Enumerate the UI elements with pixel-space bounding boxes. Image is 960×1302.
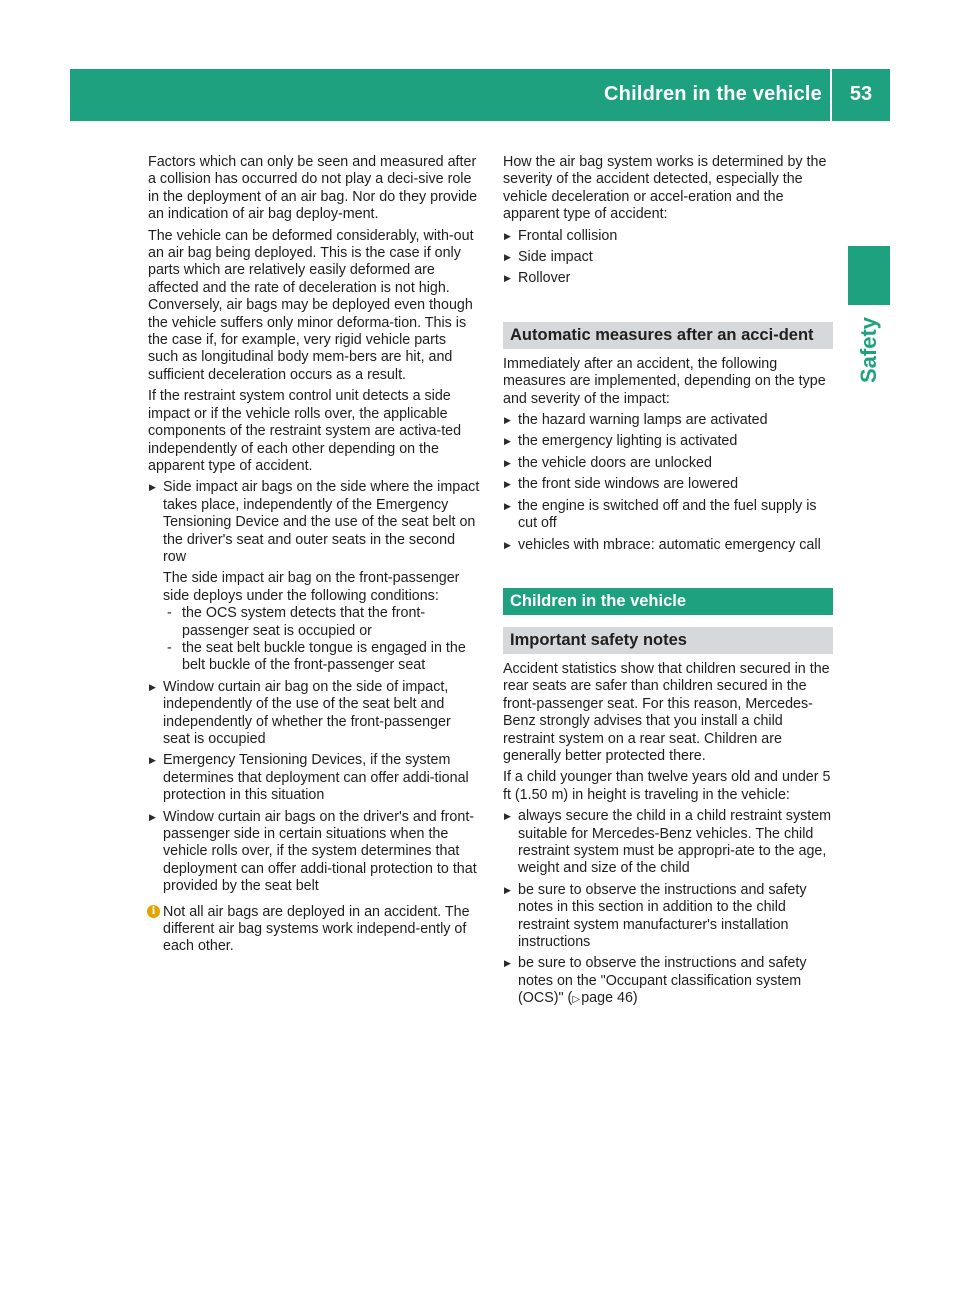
list-item-text: Side impact air bags on the side where the impact takes place, independently of the Emergency Tensioning Device and the use of the seat belt on the driver's seat and outer seats in the second row [163, 479, 480, 565]
page-title: Children in the vehicle [604, 83, 822, 105]
paragraph: If a child younger than twelve years old and under 5 ft (1.50 m) in height is traveling in the vehicle: [503, 769, 831, 803]
list-item: ▶ the emergency lighting is activated [503, 433, 833, 450]
list-item: ▶ the engine is switched off and the fuel supply is cut off [503, 498, 833, 533]
chapter-marker [848, 246, 890, 305]
section-heading: Important safety notes [503, 627, 833, 654]
paragraph: The vehicle can be deformed considerably, with-out an air bag being deployed. This is the case if only parts which are relatively easily deformed are affected and the rate of deceleration is not high. Conversely, air bags may be deployed even though the vehicle suffers only minor deforma-tion. This is the case if, for example, very rigid vehicle parts such as longitudinal body mem-bers are hit, and sufficient deceleration occurs as a result. [148, 227, 474, 383]
chapter-heading: Children in the vehicle [503, 588, 833, 615]
dash-list [163, 605, 480, 675]
page-number: 53 [849, 83, 873, 105]
list-item [148, 479, 480, 674]
list-item: ▶ vehicles with mbrace: automatic emergency call [503, 537, 833, 554]
list-item: ▶ the vehicle doors are unlocked [503, 455, 833, 472]
side-tab-label: Safety [856, 316, 881, 384]
dash-item: - the seat belt buckle tongue is engaged in the belt buckle of the front-passenger seat [163, 640, 480, 675]
paragraph: If the restraint system control unit detects a side impact or if the vehicle rolls over, the applicable components of the restraint system are activa-ted independently of each other depending on the apparent type of accident. [148, 388, 462, 474]
list-item: ▶ Window curtain air bags on the driver's and front-passenger side in certain situations when the vehicle rolls over, if the system determines that deployment can offer addi-tional protection to that provided by the seat belt [148, 809, 480, 896]
accident-type-list [503, 228, 833, 288]
measures-list [503, 412, 833, 554]
left-column [148, 154, 480, 956]
page-reference-arrow-icon: ▷ [572, 994, 581, 1006]
info-icon: i [147, 905, 160, 918]
safety-rules-list [503, 808, 833, 1008]
header-bar [70, 69, 890, 121]
list-item-subtext: The side impact air bag on the front-passenger side deploys under the following conditions: [163, 570, 460, 604]
section-heading: Automatic measures after an acci-dent [503, 322, 833, 349]
info-note-text: Not all air bags are deployed in an accident. The different air bag systems work independ-ently of each other. [163, 903, 470, 955]
page-reference-link[interactable]: page 46) [581, 990, 638, 1007]
dash-item: - the OCS system detects that the front-passenger seat is occupied or [163, 605, 480, 640]
list-item: ▶ the front side windows are lowered [503, 476, 833, 493]
list-item-text: be sure to observe the instructions and safety notes on the "Occupant classification system (OCS)" ( [518, 955, 807, 1007]
paragraph: Accident statistics show that children secured in the rear seats are safer than children secured in the front-passenger seat. For this reason, Mercedes-Benz strongly advises that you install a child restraint system on a rear seat. Children are generally better protected there. [503, 660, 830, 764]
list-item: ▶ Side impact [503, 249, 833, 266]
paragraph: How the air bag system works is determined by the severity of the accident detected, especially the vehicle deceleration or accel-eration and the apparent type of accident: [503, 154, 827, 223]
bullet-list [148, 479, 480, 895]
list-item [503, 955, 833, 1008]
list-item: ▶ the hazard warning lamps are activated [503, 412, 833, 429]
side-tab [848, 318, 890, 382]
right-column [503, 154, 833, 1013]
list-item: ▶ always secure the child in a child restraint system suitable for Mercedes-Benz vehicles. The child restraint system must be appropri-ate to the age, weight and size of the child [503, 808, 833, 878]
list-item: ▶ Emergency Tensioning Devices, if the system determines that deployment can offer addi-tional protection in this situation [148, 752, 480, 804]
list-item: ▶ Rollover [503, 270, 833, 287]
paragraph: Factors which can only be seen and measured after a collision has occurred do not play a deci-sive role in the deployment of an air bag. Nor do they provide an indication of air bag deploy-ment. [148, 154, 478, 223]
list-item: ▶ be sure to observe the instructions and safety notes in this section in addition to the child restraint system manufacturer's installation instructions [503, 882, 833, 952]
paragraph: Immediately after an accident, the following measures are implemented, depending on the type and severity of the impact: [503, 355, 826, 407]
info-note [148, 904, 480, 956]
list-item: ▶ Frontal collision [503, 228, 833, 245]
list-item: ▶ Window curtain air bag on the side of impact, independently of the use of the seat belt and independently of whether the front-passenger seat is occupied [148, 679, 480, 749]
